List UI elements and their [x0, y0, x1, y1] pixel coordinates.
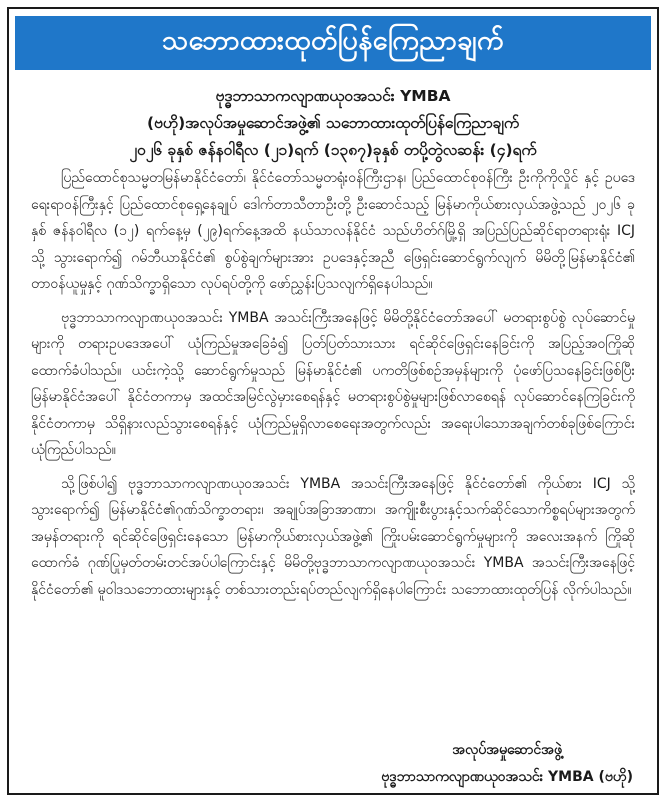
body-paragraph-1: ပြည်ထောင်စုသမ္မတမြန်မာနိုင်ငံတော်၊ နိုင်ငံတော်သမ္မတရုံးဝန်ကြီးဌာန၊ ပြည်ထောင်စုဝန်ကြီး ဦးကိုကိုလှိုင် နှင့် ဥပဒေရေးရာဝန်ကြီးနှင့် ပြည်ထောင်စုရှေ့နေချုပ် ဒေါက်တာသီတာဦးတို့ ဦးဆောင်သည့် မြန်မာကိုယ်စားလှယ်အဖွဲ့သည် ၂၀၂၆ ခုနှစ် ဇန်နဝါရီလ (၁၂) ရက်နေ့မှ (၂၉)ရက်နေ့အထိ နယ်သာလန်နိုင်ငံ သည်ဟိတ်ဂ်မြို့ရှိ အပြည်ပြည်ဆိုင်ရာတရားရုံး ICJ သို့ သွားရောက်၍ ဂမ်ဘီယာနိုင်ငံ၏ စွပ်စွဲချက်များအား ဥပဒေနှင့်အညီ ဖြေရှင်းဆောင်ရွက်လျက် မိမိတို့မြန်မာနိုင်ငံ၏ တာဝန်ယူမှုနှင့် ဂုဏ်သိက္ခာရှိသော လုပ်ရပ်တို့ကို ဖော်ညွှန်းပြသလျက်ရှိနေပါသည်။: [31, 170, 635, 292]
body-paragraph-3: သို့ဖြစ်ပါ၍ ဗုဒ္ဓဘာသာကလျာဏယုဝအသင်း YMBA အသင်းကြီးအနေဖြင့် နိုင်ငံတော်၏ ကိုယ်စား ICJ သို့ သွားရောက်၍ မြန်မာနိုင်ငံ၏ဂုဏ်သိက္ခာတရား၊ အချုပ်အခြာအာဏာ၊ အကျိုးစီးပွားနှင့်သက်ဆိုင်သောကိစ္စရပ်များအတွက် အမှန်တရားကို ရင်ဆိုင်ဖြေရှင်းနေသော မြန်မာကိုယ်စားလှယ်အဖွဲ့၏ ကြိုးပမ်းဆောင်ရွက်မှုများကို အလေးအနက် ကြိုဆိုထောက်ခံ ဂုဏ်ပြုမှတ်တမ်းတင်အပ်ပါကြောင်းနှင့် မိမိတို့ဗုဒ္ဓဘာသာကလျာဏယုဝအသင်း YMBA အသင်းကြီးအနေဖြင့် နိုင်ငံတော်၏ မူဝါဒသဘောထားများနှင့် တစ်သားတည်းရပ်တည်လျက်ရှိနေပါကြောင်း သဘောထားထုတ်ပြန် လိုက်ပါသည်။: [31, 475, 635, 598]
body-paragraph-2: ဗုဒ္ဓဘာသာကလျာဏယုဝအသင်း YMBA အသင်းကြီးအနေဖြင့် မိမိတို့နိုင်ငံတော်အပေါ် မတရားစွပ်စွဲ လုပ်ဆောင်မှုများကို တရားဥပဒေအပေါ် ယုံကြည်မှုအခြေခံ၍ ပြတ်ပြတ်သားသား ရင်ဆိုင်ဖြေရှင်းနေခြင်းကို အပြည့်အဝကြိုဆိုထောက်ခံပါသည်။ ယင်းကဲ့သို့ ဆောင်ရွက်မှုသည် မြန်မာနိုင်ငံ၏ ပကတိဖြစ်စဉ်အမှန်များကို ပုံဖော်ပြသနေခြင်းဖြစ်ပြီး မြန်မာနိုင်ငံအပေါ် နိုင်ငံတကာမှ အထင်အမြင်လွဲမှားစေရန်နှင့် မတရားစွပ်စွဲမှုများဖြစ်လာစေရန် လုပ်ဆောင်နေကြခြင်းကို နိုင်ငံတကာမှ သိရှိနားလည်သွားစေရန်နှင့် ယုံကြည်မှုရှိလာစေရေးအတွက်လည်း အရေးပါသောအချက်တစ်ခုဖြစ်ကြောင်း ယုံကြည်ပါသည်။: [31, 309, 635, 458]
statement-banner: [15, 16, 651, 70]
statement-frame: [7, 7, 659, 795]
signature-block: [381, 737, 633, 791]
signature-organization: ဗုဒ္ဓဘာသာကလျာဏယုဝအသင်း YMBA (ဗဟို): [381, 769, 633, 785]
statement-body: [31, 165, 635, 610]
statement-date: ၂၀၂၆ ခုနှစ် ဇန်နဝါရီလ (၂၁)ရက် (၁၃၈၇)ခုနှစ် တပို့တွဲလဆန်း (၄)ရက်: [129, 141, 537, 159]
banner-title: သဘောထားထုတ်ပြန်ကြေညာချက်: [162, 25, 504, 56]
signature-committee: အလုပ်အမှုဆောင်အဖွဲ့: [452, 742, 563, 758]
statement-subtitle: (ဗဟို)အလုပ်အမှုဆောင်အဖွဲ့၏ သဘောထားထုတ်ပြန်ကြေညာချက်: [146, 114, 520, 132]
organization-name: ဗုဒ္ဓဘာသာကလျာဏယုဝအသင်း YMBA: [215, 87, 451, 105]
statement-headings: [19, 83, 647, 164]
